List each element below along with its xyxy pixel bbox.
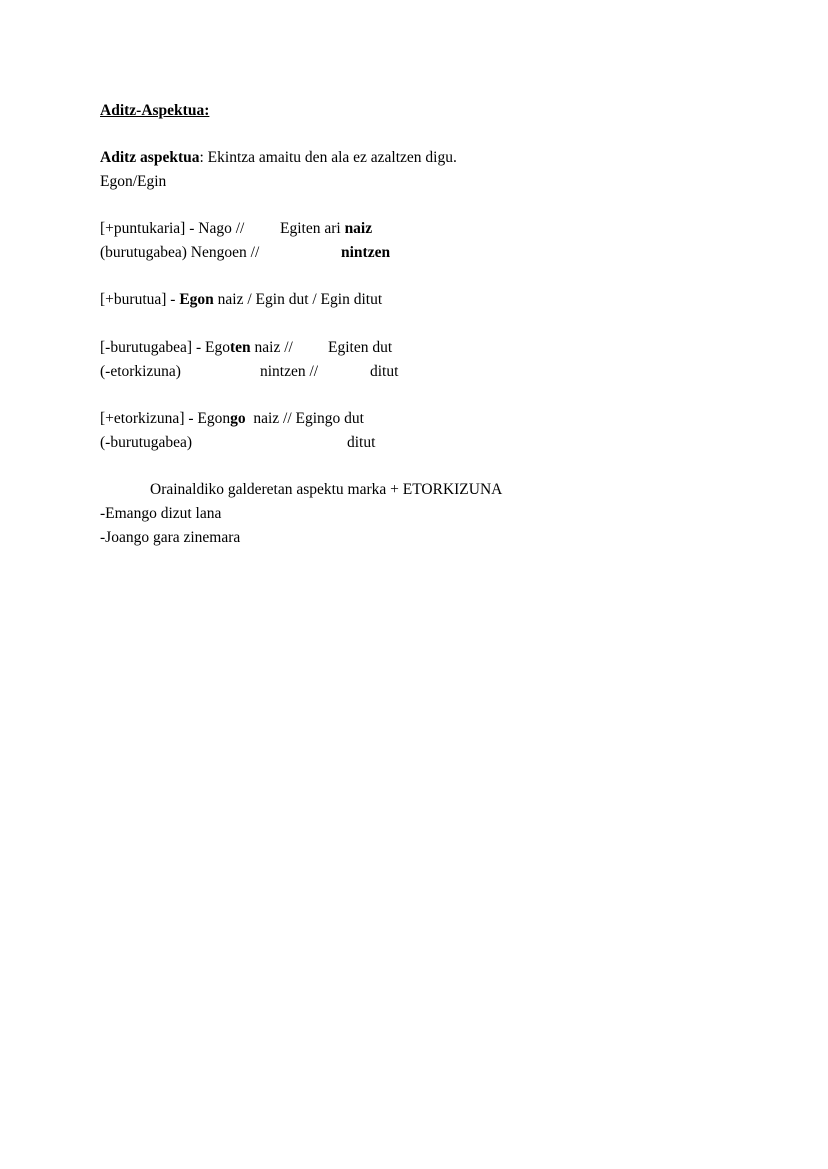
definition-text-wrap [100, 147, 457, 169]
etorkizuna-right-2: ditut [347, 434, 376, 451]
definition-term: Aditz aspektua [100, 149, 200, 166]
burutugabea-bold: ten [229, 339, 251, 356]
note: Orainaldiko galderetan aspektu marka + ETORKIZUNA [150, 481, 503, 498]
puntukaria-label: [+puntukaria] - Nago // [100, 220, 245, 237]
burutugabea-right-2: ditut [370, 363, 399, 380]
definition-text: : Ekintza amaitu den ala ez azaltzen digu. [199, 149, 457, 166]
burutugabea-suffix: naiz // [250, 339, 293, 356]
example-1: -Emango dizut lana [100, 505, 222, 522]
etorkizuna-prefix: [+etorkizuna] - Egon [100, 410, 231, 427]
burutugabea-mid-2: nintzen // [260, 363, 319, 380]
burutugabea-right: Egiten dut [328, 339, 393, 356]
heading: Aditz-Aspektua: [100, 102, 210, 119]
puntukaria-mid: Egiten ari [280, 220, 345, 237]
pair: Egon/Egin [100, 173, 167, 190]
burutugabea-label-2: (-etorkizuna) [100, 363, 181, 380]
burutua-text-wrap [100, 289, 382, 311]
puntukaria-bold-2: nintzen [341, 244, 391, 261]
etorkizuna-suffix: naiz // Egingo dut [245, 410, 364, 427]
burutua-label: [+burutua] - [100, 291, 180, 308]
burutugabea-prefix: [-burutugabea] - Ego [100, 339, 230, 356]
burutua-rest: naiz / Egin dut / Egin ditut [213, 291, 383, 308]
etorkizuna-bold: go [230, 410, 246, 427]
burutua-bold: Egon [179, 291, 214, 308]
puntukaria-form [280, 218, 372, 240]
puntukaria-label-2: (burutugabea) Nengoen // [100, 244, 260, 261]
burutugabea-text-wrap [100, 337, 293, 359]
etorkizuna-label-2: (-burutugabea) [100, 434, 193, 451]
etorkizuna-text-wrap [100, 408, 364, 430]
example-2: -Joango gara zinemara [100, 529, 241, 546]
puntukaria-bold: naiz [344, 220, 373, 237]
